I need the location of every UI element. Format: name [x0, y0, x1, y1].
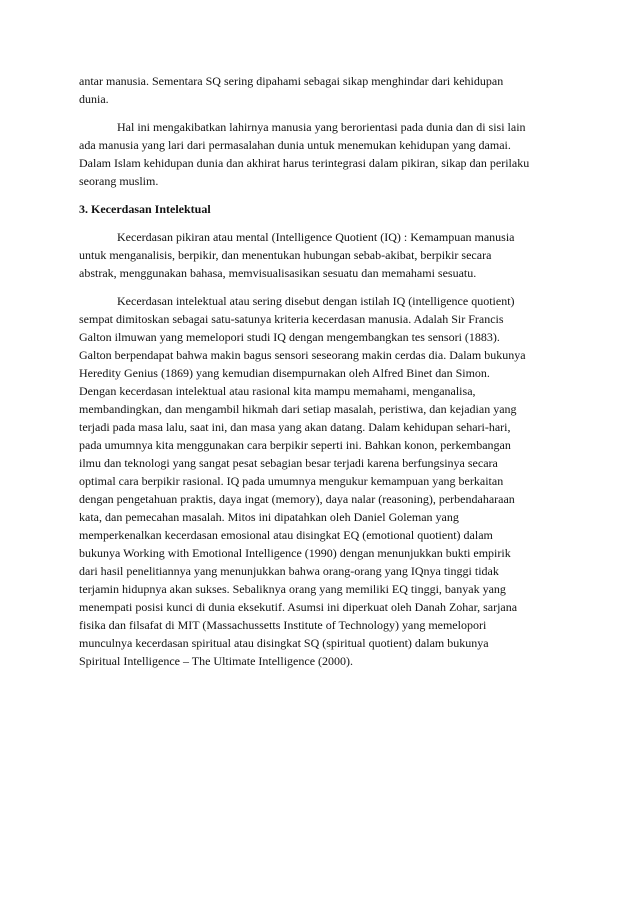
text-line: dari hasil penelitiannya yang menunjukkan bahwa orang-orang yang IQnya tinggi tidak	[79, 564, 499, 578]
text-line: untuk menganalisis, berpikir, dan menentukan hubungan sebab-akibat, berpikir secara	[79, 248, 492, 262]
paragraph-2	[79, 118, 571, 190]
text-line: ada manusia yang lari dari permasalahan dunia untuk menemukan kehidupan yang damai.	[79, 138, 511, 152]
text-line: Galton ilmuwan yang memelopori studi IQ dengan mengembangkan tes sensori (1883).	[79, 330, 500, 344]
text-line: seorang muslim.	[79, 174, 159, 188]
text-line: munculnya kecerdasan spiritual atau disingkat SQ (spiritual quotient) dalam bukunya	[79, 636, 489, 650]
text-line: dengan pengetahuan praktis, daya ingat (memory), daya nalar (reasoning), perbendaharaan	[79, 492, 515, 506]
text-line: dunia.	[79, 92, 109, 106]
paragraph-3	[79, 228, 571, 282]
text-line: Dalam Islam kehidupan dunia dan akhirat harus terintegrasi dalam pikiran, sikap dan perilaku	[79, 156, 530, 170]
text-line: pada umumnya kita menggunakan cara berpikir seperti ini. Bahkan konon, perkembangan	[79, 438, 511, 452]
text-line: terjamin hidupnya akan sukses. Sebaliknya orang yang memiliki EQ tinggi, banyak yang	[79, 582, 506, 596]
text-line: memperkenalkan kecerdasan emosional atau disingkat EQ (emotional quotient) dalam	[79, 528, 493, 542]
text-line: Kecerdasan pikiran atau mental (Intelligence Quotient (IQ) : Kemampuan manusia	[117, 230, 515, 244]
document-body	[79, 72, 571, 670]
text-line: Galton berpendapat bahwa makin bagus sensori seseorang makin cerdas dia. Dalam bukunya	[79, 348, 526, 362]
text-line: kata, dan pemecahan masalah. Mitos ini dipatahkan oleh Daniel Goleman yang	[79, 510, 459, 524]
text-line: Dengan kecerdasan intelektual atau rasional kita mampu memahami, menganalisa,	[79, 384, 476, 398]
text-line: Heredity Genius (1869) yang kemudian disempurnakan oleh Alfred Binet dan Simon.	[79, 366, 490, 380]
text-line: Hal ini mengakibatkan lahirnya manusia yang berorientasi pada dunia dan di sisi lain	[117, 120, 526, 134]
text-line: Spiritual Intelligence – The Ultimate Intelligence (2000).	[79, 654, 354, 668]
text-line: bukunya Working with Emotional Intelligence (1990) dengan menunjukkan bukti empirik	[79, 546, 511, 560]
text-line: Kecerdasan intelektual atau sering disebut dengan istilah IQ (intelligence quotient)	[117, 294, 515, 308]
text-line: antar manusia. Sementara SQ sering dipahami sebagai sikap menghindar dari kehidupan	[79, 74, 504, 88]
text-line: membandingkan, dan mengambil hikmah dari setiap masalah, peristiwa, dan kejadian yang	[79, 402, 517, 416]
text-line: terjadi pada masa lalu, saat ini, dan masa yang akan datang. Dalam kehidupan sehari-hari,	[79, 420, 511, 434]
text-line: menempati posisi kunci di dunia eksekutif. Asumsi ini diperkuat oleh Danah Zohar, sarjana	[79, 600, 518, 614]
text-line: optimal cara berpikir rasional. IQ pada umumnya mengukur kemampuan yang berkaitan	[79, 474, 504, 488]
paragraph-1	[79, 72, 571, 108]
text-line: sempat dimitoskan sebagai satu-satunya kriteria kecerdasan manusia. Adalah Sir Francis	[79, 312, 504, 326]
text-line: abstrak, menggunakan bahasa, memvisualisasikan sesuatu dan memahami sesuatu.	[79, 266, 477, 280]
text-line: ilmu dan teknologi yang sangat pesat sebagian besar terjadi karena berfungsinya secara	[79, 456, 498, 470]
text-line: fisika dan filsafat di MIT (Massachussetts Institute of Technology) yang memelopori	[79, 618, 487, 632]
section-heading: 3. Kecerdasan Intelektual	[79, 202, 211, 216]
paragraph-4	[79, 292, 571, 670]
